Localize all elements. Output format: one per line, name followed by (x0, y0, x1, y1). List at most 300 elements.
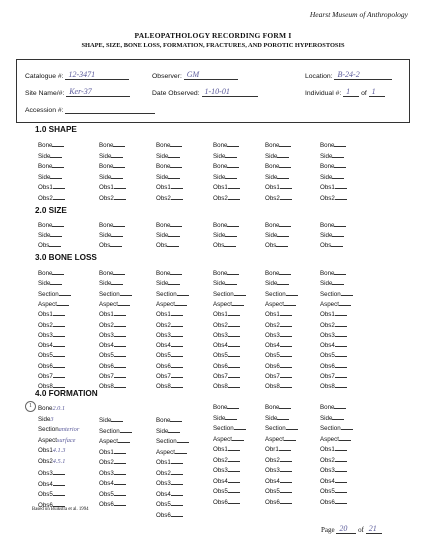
blank-entry-line[interactable] (114, 361, 126, 368)
field-side (156, 426, 180, 435)
blank-entry-line[interactable] (57, 299, 69, 306)
field-obs2 (38, 320, 65, 329)
field-label: Obs3 (320, 467, 335, 474)
blank-entry-line[interactable] (114, 371, 126, 378)
field-obs5 (265, 486, 292, 495)
blank-entry-line[interactable] (53, 361, 65, 368)
field-bone (320, 140, 346, 149)
field-label: Obs1 (320, 446, 335, 453)
field-label: Bone (99, 163, 114, 171)
blank-entry-line[interactable] (118, 299, 130, 306)
blank-entry-line[interactable] (175, 299, 187, 306)
field-obs1 (213, 182, 240, 191)
individual-total: 1 (371, 87, 376, 96)
field-label: Obs5 (156, 501, 171, 508)
blank-entry-line[interactable] (225, 278, 237, 285)
blank-entry-line[interactable] (114, 499, 126, 506)
blank-entry-line[interactable] (111, 151, 123, 158)
blank-entry-line[interactable] (53, 500, 65, 507)
blank-entry-line[interactable] (335, 193, 347, 200)
field-section (156, 436, 189, 445)
field-label: Side (38, 152, 51, 160)
blank-entry-line[interactable] (52, 220, 64, 227)
field-label: Obs3 (265, 331, 280, 339)
blank-entry-line[interactable] (279, 402, 291, 409)
blank-entry-line[interactable] (227, 268, 239, 275)
blank-entry-line[interactable] (171, 361, 183, 368)
field-label: Obs5 (320, 488, 335, 495)
field-obs6 (156, 361, 183, 370)
blank-entry-line[interactable] (332, 172, 344, 179)
blank-entry-line[interactable] (113, 220, 125, 227)
blank-entry-line[interactable] (111, 172, 123, 179)
blank-entry-line[interactable] (53, 468, 65, 475)
blank-entry-line[interactable] (168, 172, 180, 179)
blank-entry-line[interactable] (52, 268, 64, 275)
field-obs3 (156, 478, 183, 487)
blank-entry-line[interactable] (168, 278, 180, 285)
blank-entry-line[interactable] (228, 455, 240, 462)
blank-entry-line[interactable] (53, 340, 65, 347)
blank-entry-line[interactable] (286, 423, 298, 430)
field-side (156, 172, 180, 181)
blank-entry-line[interactable] (171, 340, 183, 347)
field-obs5 (320, 350, 347, 359)
field-side (320, 151, 344, 160)
blank-entry-line[interactable] (228, 444, 240, 451)
blank-entry-line[interactable] (170, 268, 182, 275)
field-label: Side (156, 232, 169, 239)
field-label: Side (99, 280, 112, 288)
blank-entry-line[interactable] (334, 140, 346, 147)
page-of: of (358, 526, 364, 534)
field-label: Obs2 (156, 469, 171, 477)
field-label: Side (213, 232, 226, 239)
museum-name: Hearst Museum of Anthropology (309, 10, 408, 19)
blank-entry-line[interactable] (279, 444, 291, 451)
blank-entry-line[interactable] (110, 240, 122, 247)
field-label: Obs8 (99, 383, 114, 391)
blank-entry-line[interactable] (335, 497, 347, 504)
blank-entry-line[interactable] (341, 423, 353, 430)
blank-entry-line[interactable] (232, 434, 244, 441)
blank-entry-line[interactable] (335, 320, 347, 327)
field-label: Side (156, 173, 169, 181)
field-label: Obs4 (38, 342, 53, 350)
blank-entry-line[interactable] (171, 457, 183, 464)
blank-entry-line[interactable] (53, 182, 65, 189)
field-aspect (99, 299, 130, 308)
blank-entry-line[interactable] (177, 436, 189, 443)
blank-entry-line[interactable] (170, 161, 182, 168)
field-label: Obs3 (156, 331, 171, 339)
blank-entry-line[interactable] (279, 140, 291, 147)
blank-entry-line[interactable] (332, 230, 344, 237)
field-label: Obs1 (265, 184, 280, 192)
blank-entry-line[interactable] (120, 289, 132, 296)
field-label: Obs4 (320, 342, 335, 350)
blank-entry-line[interactable] (332, 151, 344, 158)
location-field (305, 70, 392, 80)
field-label: Obs7 (265, 373, 280, 380)
blank-entry-line[interactable] (170, 140, 182, 147)
field-obs7 (320, 371, 347, 380)
field-handwritten-value: 2.0.1 (52, 405, 66, 412)
blank-entry-line[interactable] (334, 220, 346, 227)
blank-entry-line[interactable] (335, 340, 347, 347)
field-label: Side (265, 232, 278, 239)
field-obs2 (156, 320, 183, 329)
blank-entry-line[interactable] (118, 436, 130, 443)
blank-entry-line[interactable] (280, 361, 292, 368)
blank-entry-line[interactable] (228, 371, 240, 378)
blank-entry-line[interactable] (280, 350, 292, 357)
blank-entry-line[interactable] (280, 193, 292, 200)
blank-entry-line[interactable] (335, 350, 347, 357)
blank-entry-line[interactable] (228, 497, 240, 504)
blank-entry-line[interactable] (228, 361, 240, 368)
blank-entry-line[interactable] (339, 299, 351, 306)
blank-entry-line[interactable] (170, 415, 182, 422)
accession-label: Accession #: (25, 107, 64, 114)
blank-entry-line[interactable] (286, 289, 298, 296)
blank-entry-line[interactable] (277, 278, 289, 285)
page-total: 21 (368, 524, 377, 533)
field-bone (99, 268, 125, 277)
field-label: Obs1 (99, 184, 114, 192)
observer-label: Observer: (152, 73, 182, 80)
field-label: Obs1 (156, 184, 171, 192)
blank-entry-line[interactable] (175, 447, 187, 454)
blank-entry-line[interactable] (177, 289, 189, 296)
blank-entry-line[interactable] (228, 320, 240, 327)
field-label: Section (99, 427, 120, 435)
field-side (265, 172, 289, 181)
field-side (99, 230, 123, 239)
field-label: Obs1 (213, 311, 228, 319)
blank-entry-line[interactable] (280, 309, 292, 316)
field-bone (320, 402, 346, 411)
field-label: Aspect (265, 435, 284, 443)
blank-entry-line[interactable] (52, 161, 64, 168)
field-label: Obs6 (38, 501, 53, 509)
field-bone (38, 405, 65, 412)
blank-entry-line[interactable] (228, 330, 240, 337)
blank-entry-line[interactable] (334, 402, 346, 409)
blank-entry-line[interactable] (111, 415, 123, 422)
blank-entry-line[interactable] (280, 486, 292, 493)
field-label: Obs1 (320, 311, 335, 319)
blank-entry-line[interactable] (335, 309, 347, 316)
field-label: Obs1 (156, 311, 171, 319)
blank-entry-line[interactable] (232, 299, 244, 306)
blank-entry-line[interactable] (53, 309, 65, 316)
blank-entry-line[interactable] (225, 151, 237, 158)
blank-entry-line[interactable] (53, 350, 65, 357)
blank-entry-line[interactable] (171, 320, 183, 327)
field-obs6 (213, 497, 240, 506)
field-label: Bone (320, 404, 335, 411)
field-obs2 (99, 457, 126, 466)
blank-entry-line[interactable] (171, 468, 183, 475)
field-label: Obs4 (265, 477, 280, 485)
blank-entry-line[interactable] (225, 413, 237, 420)
field-label: Section (38, 426, 59, 433)
blank-entry-line[interactable] (335, 361, 347, 368)
blank-entry-line[interactable] (50, 172, 62, 179)
blank-entry-line[interactable] (280, 381, 292, 388)
blank-entry-line[interactable] (277, 413, 289, 420)
blank-entry-line[interactable] (50, 278, 62, 285)
field-obs (213, 240, 236, 249)
blank-entry-line[interactable] (168, 151, 180, 158)
field-side (38, 230, 62, 239)
blank-entry-line[interactable] (280, 330, 292, 337)
blank-entry-line[interactable] (227, 402, 239, 409)
field-label: Bone (99, 142, 114, 149)
blank-entry-line[interactable] (228, 465, 240, 472)
field-label: Side (265, 152, 278, 160)
field-label: Obs2 (213, 456, 228, 464)
field-obs7 (99, 371, 126, 380)
blank-entry-line[interactable] (225, 230, 237, 237)
blank-entry-line[interactable] (168, 230, 180, 237)
field-label: Obs2 (156, 321, 171, 329)
field-section (265, 289, 298, 298)
field-label: Obs7 (99, 373, 114, 380)
blank-entry-line[interactable] (114, 478, 126, 485)
blank-entry-line[interactable] (335, 381, 347, 388)
field-label: Side (38, 232, 51, 239)
blank-entry-line[interactable] (59, 289, 71, 296)
field-bone (38, 220, 64, 229)
blank-entry-line[interactable] (53, 320, 65, 327)
blank-entry-line[interactable] (280, 465, 292, 472)
blank-entry-line[interactable] (167, 240, 179, 247)
field-label: Side (38, 280, 51, 288)
field-handwritten-value: surface (56, 436, 76, 444)
blank-entry-line[interactable] (171, 330, 183, 337)
field-label: Section (320, 290, 341, 298)
field-label: Obs1 (38, 184, 53, 192)
blank-entry-line[interactable] (171, 499, 183, 506)
blank-entry-line[interactable] (114, 381, 126, 388)
field-obs4 (320, 476, 347, 485)
blank-entry-line[interactable] (227, 220, 239, 227)
blank-entry-line[interactable] (332, 278, 344, 285)
blank-entry-line[interactable] (114, 489, 126, 496)
field-label: Obs5 (213, 488, 228, 495)
blank-entry-line[interactable] (49, 240, 61, 247)
blank-entry-line[interactable] (280, 340, 292, 347)
blank-entry-line[interactable] (284, 299, 296, 306)
blank-entry-line[interactable] (228, 476, 240, 483)
blank-entry-line[interactable] (335, 486, 347, 493)
blank-entry-line[interactable] (227, 140, 239, 147)
blank-entry-line[interactable] (171, 371, 183, 378)
blank-entry-line[interactable] (111, 278, 123, 285)
blank-entry-line[interactable] (111, 230, 123, 237)
form-title: PALEOPATHOLOGY RECORDING FORM I (134, 31, 292, 40)
blank-entry-line[interactable] (335, 330, 347, 337)
blank-entry-line[interactable] (277, 172, 289, 179)
field-label: Obs5 (213, 352, 228, 360)
field-label: Section (156, 290, 177, 298)
blank-entry-line[interactable] (53, 489, 65, 496)
blank-entry-line[interactable] (280, 320, 292, 327)
field-label: Obs8 (156, 383, 171, 391)
blank-entry-line[interactable] (53, 479, 65, 486)
individual-value: 1 (346, 87, 351, 96)
field-label: Bone (38, 270, 53, 277)
field-label: Side (320, 173, 333, 181)
blank-entry-line[interactable] (171, 182, 183, 189)
blank-entry-line[interactable] (335, 465, 347, 472)
blank-entry-line[interactable] (335, 455, 347, 462)
field-obs1 (38, 182, 65, 191)
blank-entry-line[interactable] (114, 320, 126, 327)
field-label: Side (99, 152, 112, 160)
blank-entry-line[interactable] (113, 140, 125, 147)
blank-entry-line[interactable] (279, 268, 291, 275)
blank-entry-line[interactable] (335, 182, 347, 189)
blank-entry-line[interactable] (225, 172, 237, 179)
field-side (213, 413, 237, 422)
blank-entry-line[interactable] (280, 497, 292, 504)
field-obs1 (38, 309, 65, 318)
field-obs2 (213, 193, 240, 202)
blank-entry-line[interactable] (280, 182, 292, 189)
field-label: Obs1 (99, 311, 114, 319)
field-side (99, 151, 123, 160)
field-bone (156, 415, 182, 424)
field-label: Obs6 (38, 362, 53, 370)
blank-entry-line[interactable] (284, 434, 296, 441)
blank-entry-line[interactable] (171, 309, 183, 316)
blank-entry-line[interactable] (53, 371, 65, 378)
blank-entry-line[interactable] (228, 350, 240, 357)
field-label: Obs6 (213, 362, 228, 370)
blank-entry-line[interactable] (171, 478, 183, 485)
blank-entry-line[interactable] (50, 230, 62, 237)
blank-entry-line[interactable] (335, 444, 347, 451)
site-value: Ker-37 (69, 87, 92, 96)
blank-entry-line[interactable] (279, 161, 291, 168)
blank-entry-line[interactable] (170, 220, 182, 227)
field-obs6 (320, 497, 347, 506)
field-label: Obs (320, 242, 332, 249)
blank-entry-line[interactable] (114, 350, 126, 357)
blank-entry-line[interactable] (277, 230, 289, 237)
field-side (99, 278, 123, 287)
blank-entry-line[interactable] (114, 330, 126, 337)
blank-entry-line[interactable] (276, 240, 288, 247)
blank-entry-line[interactable] (50, 151, 62, 158)
blank-entry-line[interactable] (113, 268, 125, 275)
blank-entry-line[interactable] (228, 486, 240, 493)
circled-number-mark: 1 (25, 401, 36, 412)
field-obs (38, 240, 61, 249)
field-label: Side (265, 414, 278, 422)
blank-entry-line[interactable] (332, 413, 344, 420)
blank-entry-line[interactable] (53, 381, 65, 388)
field-obs3 (99, 468, 126, 477)
blank-entry-line[interactable] (168, 426, 180, 433)
blank-entry-line[interactable] (120, 426, 132, 433)
blank-entry-line[interactable] (53, 193, 65, 200)
blank-entry-line[interactable] (234, 289, 246, 296)
field-label: Bone (99, 270, 114, 277)
blank-entry-line[interactable] (114, 182, 126, 189)
field-label: Obs6 (320, 362, 335, 370)
blank-entry-line[interactable] (113, 161, 125, 168)
field-label: Obs4 (99, 342, 114, 350)
field-bone (320, 220, 346, 229)
blank-entry-line[interactable] (334, 268, 346, 275)
blank-entry-line[interactable] (228, 182, 240, 189)
field-obs4 (156, 489, 183, 498)
field-label: Bone (156, 163, 171, 171)
field-obs2 (38, 193, 65, 202)
blank-entry-line[interactable] (114, 193, 126, 200)
field-bone (99, 140, 125, 149)
blank-entry-line[interactable] (277, 151, 289, 158)
field-label: Obs2 (320, 195, 335, 202)
blank-entry-line[interactable] (280, 476, 292, 483)
blank-entry-line[interactable] (114, 309, 126, 316)
field-label: Obs2 (265, 321, 280, 329)
catalogue-value: 12-3471 (68, 70, 96, 79)
blank-entry-line[interactable] (114, 340, 126, 347)
blank-entry-line[interactable] (234, 423, 246, 430)
field-label: Aspect (38, 300, 57, 308)
blank-entry-line[interactable] (339, 434, 351, 441)
blank-entry-line[interactable] (335, 371, 347, 378)
blank-entry-line[interactable] (114, 447, 126, 454)
blank-entry-line[interactable] (334, 161, 346, 168)
blank-entry-line[interactable] (280, 371, 292, 378)
blank-entry-line[interactable] (228, 381, 240, 388)
field-side (213, 151, 237, 160)
blank-entry-line[interactable] (227, 161, 239, 168)
field-bone (213, 402, 239, 411)
blank-entry-line[interactable] (228, 193, 240, 200)
blank-entry-line[interactable] (331, 240, 343, 247)
field-obs2 (265, 320, 292, 329)
blank-entry-line[interactable] (53, 330, 65, 337)
blank-entry-line[interactable] (52, 140, 64, 147)
blank-entry-line[interactable] (171, 350, 183, 357)
site-label: Site Name/#: (25, 90, 65, 97)
blank-entry-line[interactable] (114, 468, 126, 475)
blank-entry-line[interactable] (228, 340, 240, 347)
blank-entry-line[interactable] (335, 476, 347, 483)
blank-entry-line[interactable] (171, 510, 183, 517)
blank-entry-line[interactable] (171, 381, 183, 388)
blank-entry-line[interactable] (228, 309, 240, 316)
blank-entry-line[interactable] (171, 489, 183, 496)
page-label: Page (321, 526, 335, 534)
field-obs4 (38, 340, 65, 349)
blank-entry-line[interactable] (341, 289, 353, 296)
field-bone (156, 161, 182, 170)
blank-entry-line[interactable] (279, 220, 291, 227)
blank-entry-line[interactable] (280, 455, 292, 462)
field-obs3 (320, 330, 347, 339)
blank-entry-line[interactable] (224, 240, 236, 247)
blank-entry-line[interactable] (171, 193, 183, 200)
blank-entry-line[interactable] (114, 457, 126, 464)
